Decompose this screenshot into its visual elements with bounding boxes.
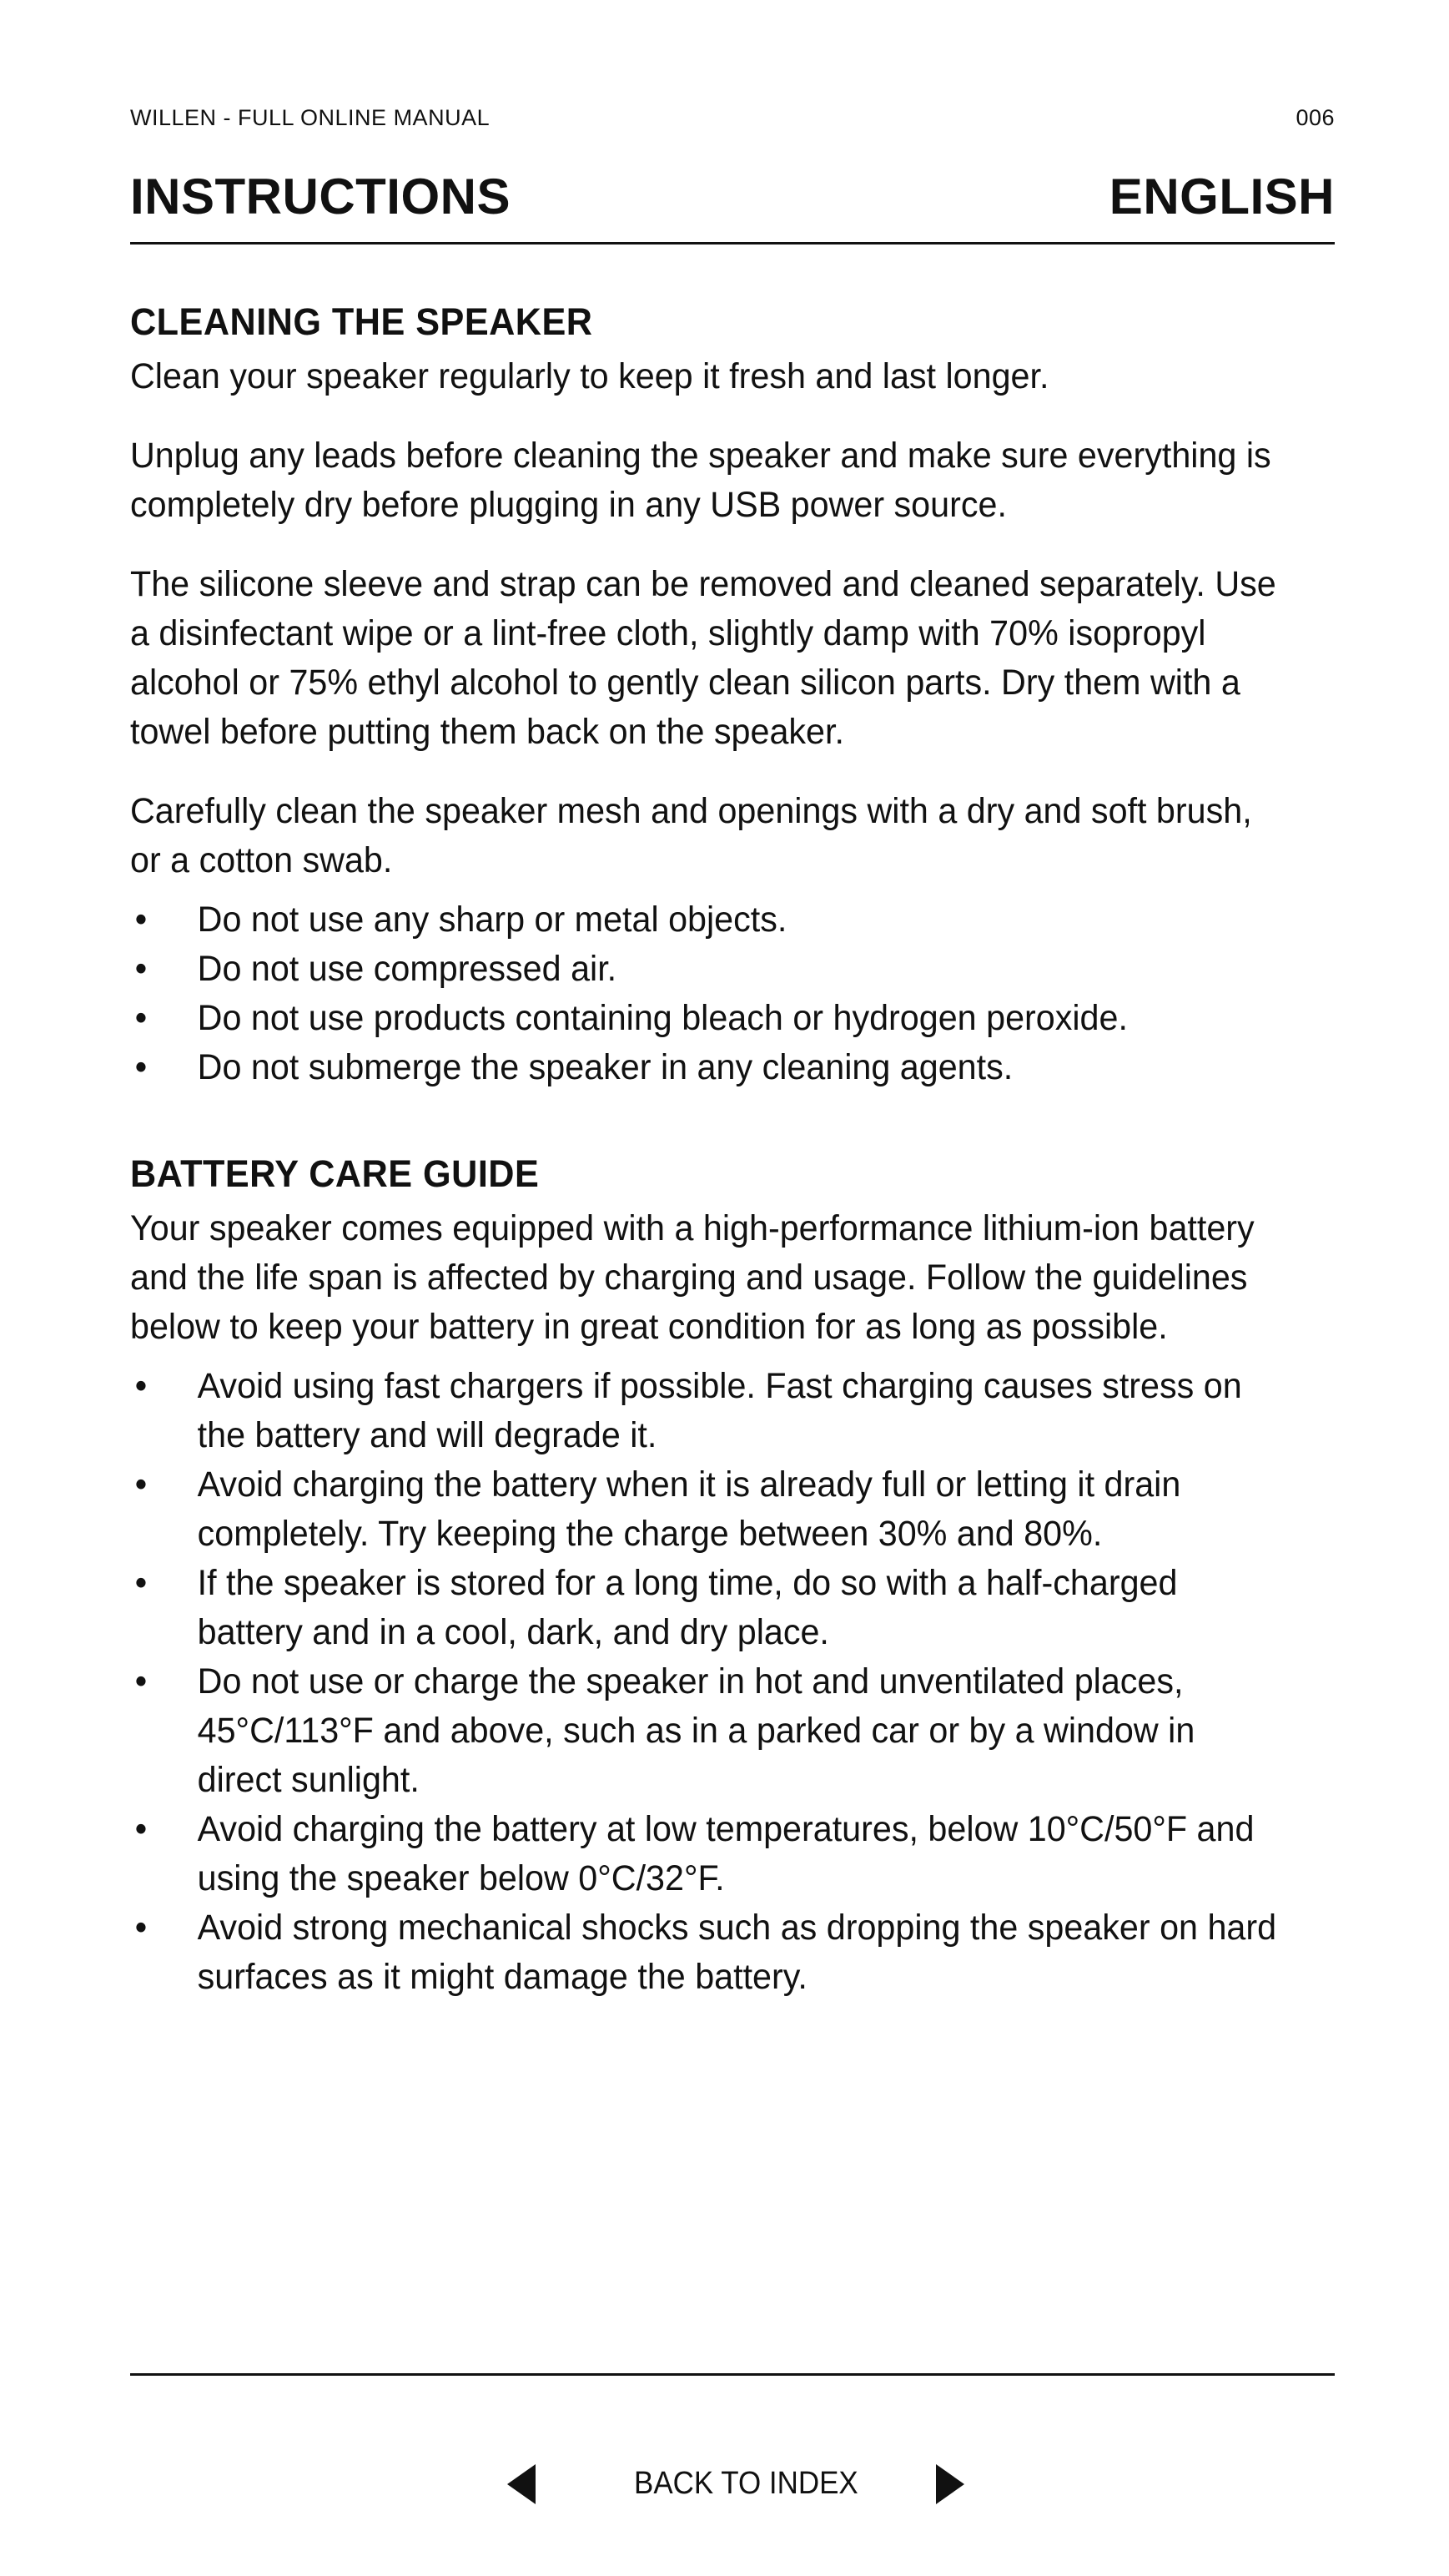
- cleaning-paragraph: Unplug any leads before cleaning the speaker and make sure everything is completely dry before plugging in any USB power source.: [130, 436, 1271, 525]
- battery-intro: Your speaker comes equipped with a high-performance lithium-ion battery and the life span is affected by charging and usage. Follow the guidelines below to keep your battery in great condition for as long as possible.: [130, 1208, 1255, 1347]
- list-item-text: Do not use compressed air.: [197, 949, 617, 989]
- bullet-dot: •: [134, 1563, 148, 1603]
- bullet-dot: •: [134, 1809, 148, 1849]
- list-item-text: Do not use products containing bleach or hydrogen peroxide.: [197, 998, 1128, 1038]
- list-item: [130, 1805, 1286, 1903]
- back-to-index-link[interactable]: BACK TO INDEX: [634, 2466, 858, 2501]
- section-spacer: [130, 1092, 1286, 1144]
- bullet-dot: •: [134, 1464, 148, 1505]
- bullet-dot: •: [134, 1908, 148, 1948]
- bullet-dot: •: [134, 1047, 148, 1087]
- list-item: [130, 1362, 1286, 1460]
- list-item-text: If the speaker is stored for a long time, do so with a half-charged battery and in a cool, dark, and dry place.: [197, 1563, 1178, 1652]
- title-row: [130, 164, 1335, 230]
- bullet-dot: •: [134, 900, 148, 940]
- list-item: [130, 895, 1286, 945]
- cleaning-paragraph: Clean your speaker regularly to keep it fresh and last longer.: [130, 356, 1049, 396]
- header-divider: [130, 242, 1335, 244]
- page-content: [130, 292, 1286, 2002]
- list-item: [130, 1043, 1286, 1092]
- bullet-dot: •: [134, 949, 148, 989]
- cleaning-paragraph: The silicone sleeve and strap can be removed and cleaned separately. Use a disinfectant wipe or a lint-free cloth, slightly damp with 70% isopropyl alcohol or 75% ethyl alcohol to gently clean silicon parts. Dry them with a towel before putting them back on the speaker.: [130, 564, 1276, 752]
- section-title: INSTRUCTIONS: [130, 169, 511, 224]
- list-item-text: Avoid using fast chargers if possible. Fast charging causes stress on the battery and will degrade it.: [197, 1366, 1242, 1455]
- bullet-dot: •: [134, 1661, 148, 1701]
- bullet-dot: •: [134, 1366, 148, 1406]
- list-item: [130, 1559, 1286, 1657]
- language-label: ENGLISH: [1109, 169, 1335, 224]
- bullet-dot: •: [134, 998, 148, 1038]
- triangle-left-icon[interactable]: [507, 2464, 536, 2504]
- list-item: [130, 994, 1286, 1043]
- cleaning-bullet-list: [130, 895, 1286, 1092]
- list-item: [130, 1460, 1286, 1559]
- list-item-text: Do not use or charge the speaker in hot and unventilated places, 45°C/113°F and above, such as in a parked car or by a window in direct sunlight.: [197, 1661, 1195, 1800]
- battery-heading: BATTERY CARE GUIDE: [130, 1152, 540, 1195]
- list-item-text: Avoid charging the battery at low temperatures, below 10°C/50°F and using the speaker below 0°C/32°F.: [197, 1809, 1255, 1898]
- list-item: [130, 945, 1286, 994]
- list-item-text: Avoid strong mechanical shocks such as dropping the speaker on hard surfaces as it might damage the battery.: [197, 1908, 1277, 1997]
- running-head: [130, 105, 1335, 131]
- battery-bullet-list: [130, 1362, 1286, 2002]
- manual-page: [130, 0, 1335, 2576]
- list-item-text: Do not use any sharp or metal objects.: [197, 900, 787, 940]
- cleaning-paragraph: Carefully clean the speaker mesh and openings with a dry and soft brush, or a cotton swab.: [130, 791, 1252, 880]
- footer-divider: [130, 2373, 1335, 2376]
- triangle-right-icon[interactable]: [936, 2464, 964, 2504]
- page-number: 006: [1296, 105, 1335, 130]
- list-item-text: Avoid charging the battery when it is already full or letting it drain completely. Try keeping the charge between 30% and 80%.: [197, 1464, 1181, 1554]
- cleaning-heading: CLEANING THE SPEAKER: [130, 300, 593, 343]
- list-item: [130, 1657, 1286, 1805]
- list-item: [130, 1903, 1286, 2002]
- manual-title: WILLEN - FULL ONLINE MANUAL: [130, 105, 491, 130]
- list-item-text: Do not submerge the speaker in any cleaning agents.: [197, 1047, 1014, 1087]
- footer-navigation: [130, 2453, 1335, 2512]
